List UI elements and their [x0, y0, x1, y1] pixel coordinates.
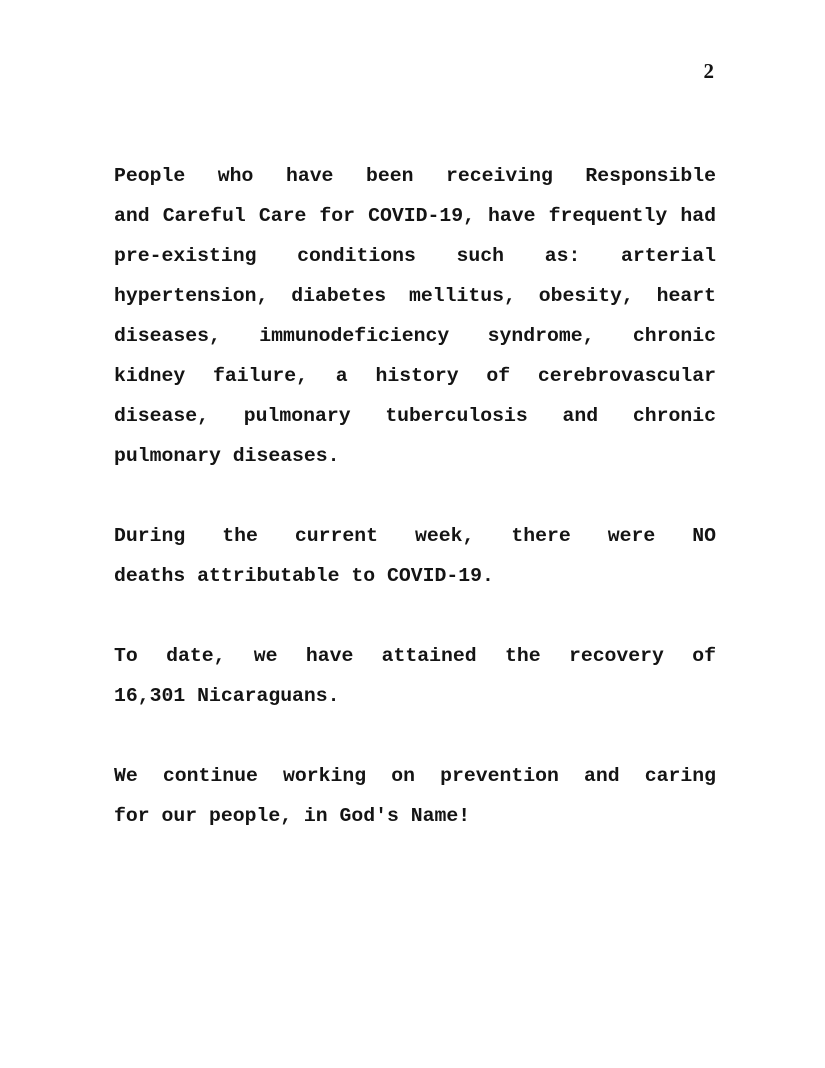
paragraph-recoveries	[114, 636, 716, 716]
paragraph-closing	[114, 756, 716, 836]
text-line: disease, pulmonary tuberculosis and chronic	[114, 405, 716, 427]
text-line: To date, we have attained the recovery of	[114, 645, 716, 667]
text-line: pulmonary diseases.	[114, 445, 340, 467]
text-line: pre-existing conditions such as: arterial	[114, 245, 716, 267]
text-line: 16,301 Nicaraguans.	[114, 685, 340, 707]
text-line: diseases, immunodeficiency syndrome, chronic	[114, 325, 716, 347]
text-line: for our people, in God's Name!	[114, 805, 471, 827]
text-line: We continue working on prevention and caring	[114, 765, 716, 787]
document-body	[114, 156, 716, 836]
text-line: hypertension, diabetes mellitus, obesity, heart	[114, 285, 716, 307]
paragraph-preexisting-conditions	[114, 156, 716, 476]
text-line: People who have been receiving Responsible	[114, 165, 716, 187]
text-line: and Careful Care for COVID-19, have frequently had	[114, 205, 716, 227]
text-line: deaths attributable to COVID-19.	[114, 565, 494, 587]
page-number: 2	[703, 59, 714, 83]
text-line: During the current week, there were NO	[114, 525, 716, 547]
paragraph-no-deaths	[114, 516, 716, 596]
text-line: kidney failure, a history of cerebrovascular	[114, 365, 716, 387]
